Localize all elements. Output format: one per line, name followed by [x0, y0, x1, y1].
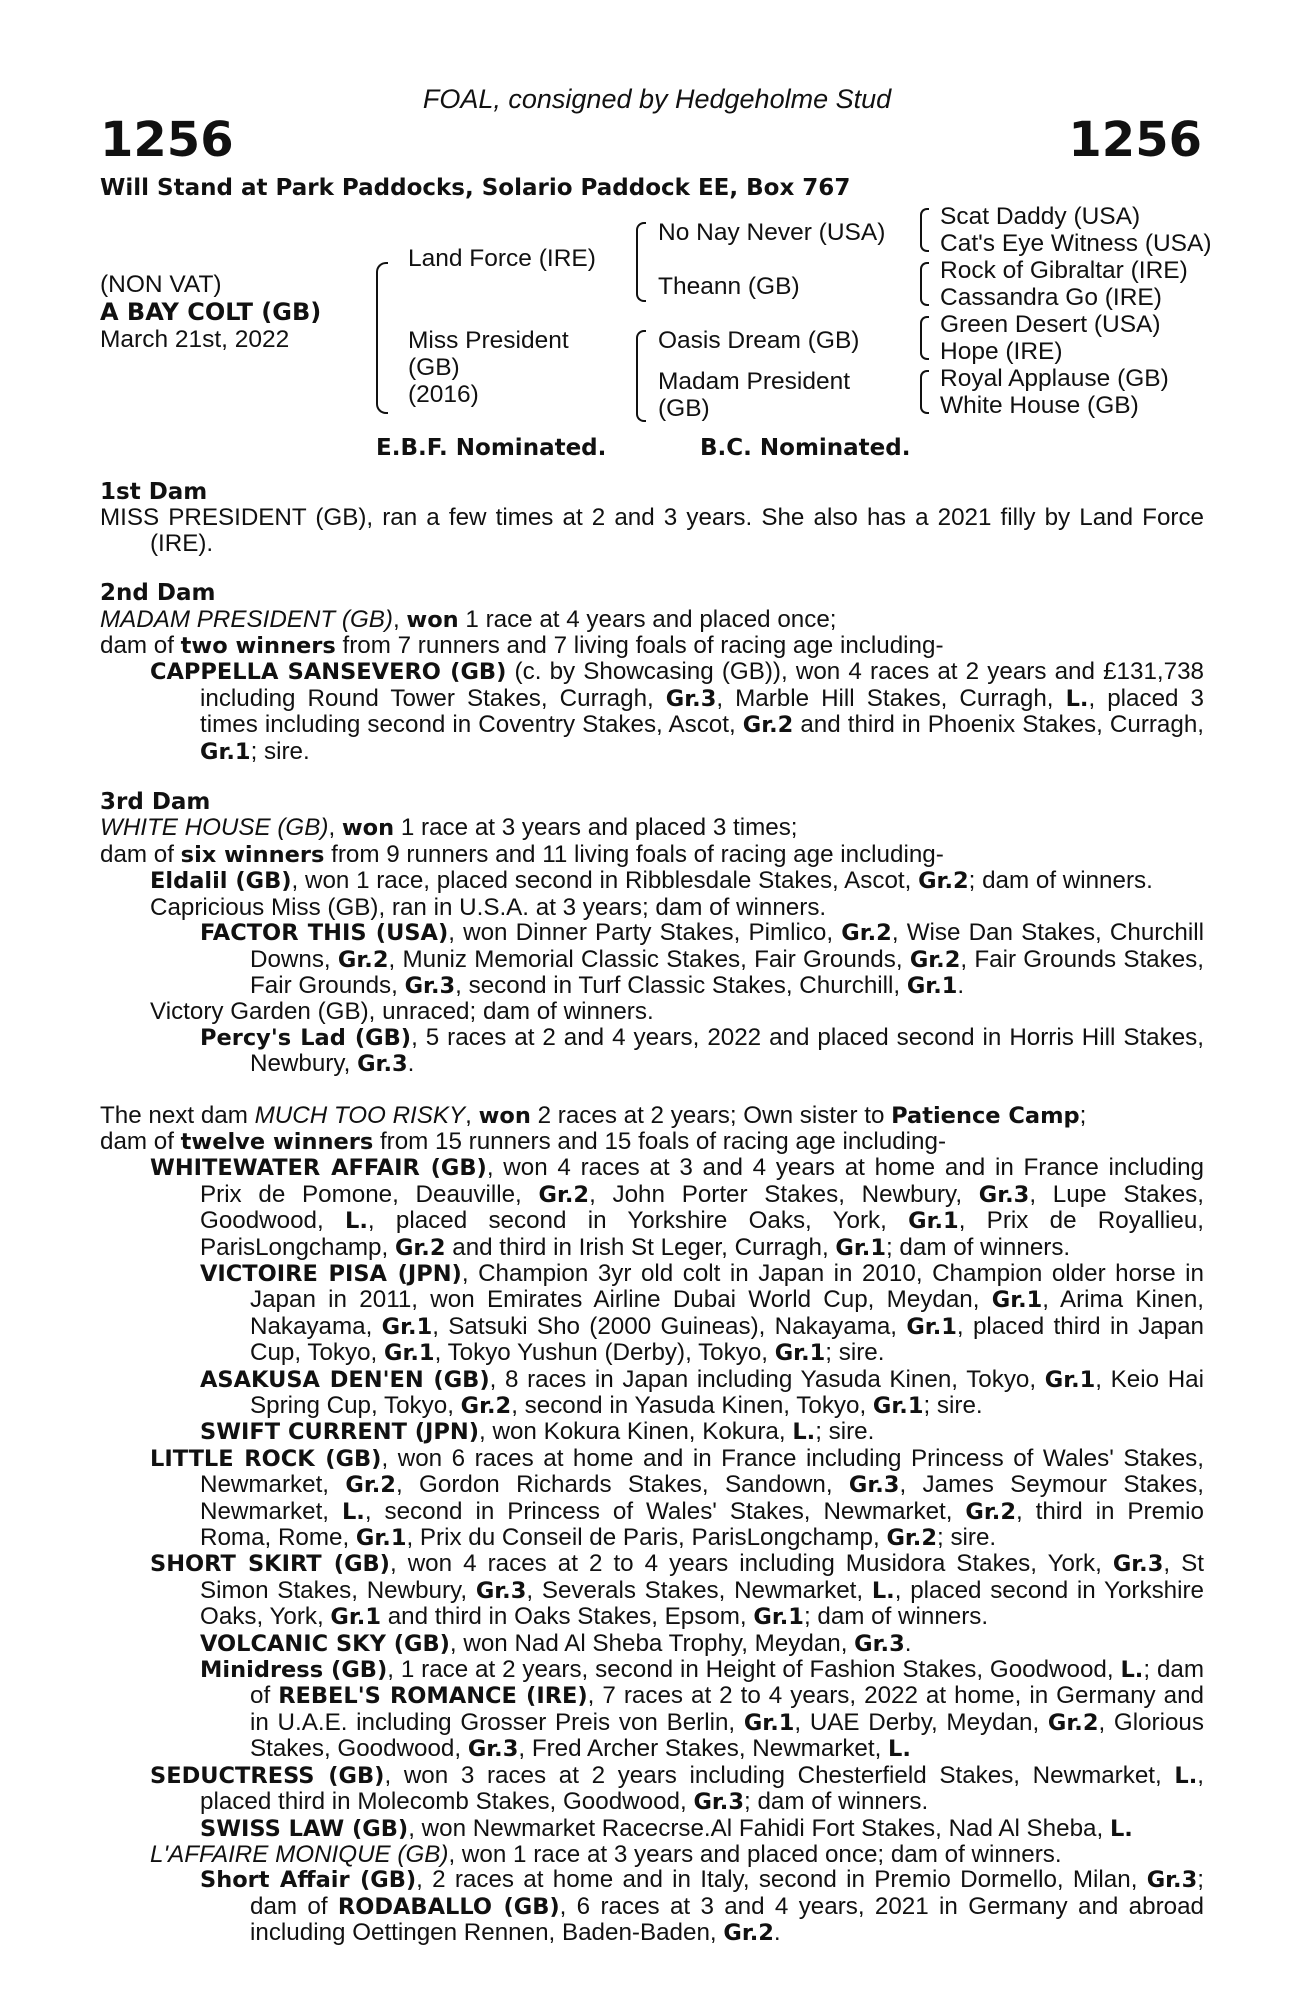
lot-number-left: 1256: [100, 112, 234, 168]
list-item: SEDUCTRESS (GB), won 3 races at 2 years including Chesterfield Stakes, Newmarket, L., placed third in Molecomb Stakes, Goodwood, Gr.3; dam of winners.: [150, 1761, 1204, 1816]
consignor-line: FOAL, consigned by Hedgeholme Stud: [422, 84, 892, 114]
list-item: Victory Garden (GB), unraced; dam of winners.: [150, 998, 654, 1026]
next-dam-produce: dam of twelve winners from 15 runners and 15 foals of racing age including-: [100, 1127, 947, 1155]
third-dam-heading: 3rd Dam: [100, 789, 211, 816]
pedigree-g3-4: Cassandra Go (IRE): [940, 284, 1162, 311]
first-dam-heading: 1st Dam: [100, 479, 208, 505]
pedigree-g3-3: Rock of Gibraltar (IRE): [940, 257, 1188, 284]
list-item: FACTOR THIS (USA), won Dinner Party Stakes, Pimlico, Gr.2, Wise Dan Stakes, Churchill Downs, Gr.2, Muniz Memorial Classic Stakes, Fair Grounds, Gr.2, Fair Grounds Stakes, Fair Grounds, Gr.3, second in Turf Classic Stakes, Churchill, Gr.1.: [200, 919, 1205, 999]
list-item: LITTLE ROCK (GB), won 6 races at home and in France including Princess of Wales' Stakes, Newmarket, Gr.2, Gordon Richards Stakes, Sandown, Gr.3, James Seymour Stakes, Newmarket, L., second in Princess of Wales' Stakes, Newmarket, Gr.2, third in Premio Roma, Rome, Gr.1, Prix du Conseil de Paris, ParisLongchamp, Gr.2; sire.: [150, 1444, 1205, 1552]
pedigree-sire-dam: Theann (GB): [658, 273, 800, 300]
list-item: Capricious Miss (GB), ran in U.S.A. at 3 years; dam of winners.: [150, 893, 827, 921]
ebf-nomination: E.B.F. Nominated.: [376, 435, 607, 461]
second-dam-heading: 2nd Dam: [100, 580, 216, 607]
foaling-date: March 21st, 2022: [100, 326, 290, 353]
second-dam-record: MADAM PRESIDENT (GB), won 1 race at 4 years and placed once;: [100, 605, 837, 633]
pedigree-brace-g3-2: [920, 262, 929, 306]
list-item: VICTOIRE PISA (JPN), Champion 3yr old colt in Japan in 2010, Champion older horse in Japan in 2011, won Emirates Airline Dubai World Cup, Meydan, Gr.1, Arima Kinen, Nakayama, Gr.1, Satsuki Sho (2000 Guineas), Nakayama, Gr.1, placed third in Japan Cup, Tokyo, Gr.1, Tokyo Yushun (Derby), Tokyo, Gr.1; sire.: [200, 1259, 1204, 1367]
pedigree-g3-6: Hope (IRE): [940, 338, 1063, 365]
pedigree-g3-7: Royal Applause (GB): [940, 365, 1169, 392]
list-item: ASAKUSA DEN'EN (GB), 8 races in Japan including Yasuda Kinen, Tokyo, Gr.1, Keio Hai Spring Cup, Tokyo, Gr.2, second in Yasuda Kinen, Tokyo, Gr.1; sire.: [200, 1365, 1204, 1419]
pedigree-g3-5: Green Desert (USA): [940, 311, 1161, 338]
horse-name: A BAY COLT (GB): [100, 298, 322, 326]
pedigree-dam-sire: Oasis Dream (GB): [658, 327, 860, 354]
second-dam-produce: dam of two winners from 7 runners and 7 living foals of racing age including-: [100, 632, 944, 660]
pedigree-dam: Miss President (GB) (2016): [408, 327, 569, 408]
third-dam-produce: dam of six winners from 9 runners and 11 living foals of racing age including-: [100, 840, 944, 868]
pedigree-brace-g3-1: [920, 208, 929, 252]
list-item: CAPPELLA SANSEVERO (GB) (c. by Showcasing (GB)), won 4 races at 2 years and £131,738 including Round Tower Stakes, Curragh, Gr.3, Marble Hill Stakes, Curragh, L., placed 3 times including second in Coventry Stakes, Ascot, Gr.2 and third in Phoenix Stakes, Curragh, Gr.1; sire.: [150, 658, 1205, 765]
list-item: SWIFT CURRENT (JPN), won Kokura Kinen, Kokura, L.; sire.: [200, 1418, 875, 1446]
lot-number-right: 1256: [1068, 112, 1202, 168]
pedigree-g3-2: Cat's Eye Witness (USA): [940, 230, 1212, 257]
third-dam-record: WHITE HOUSE (GB), won 1 race at 3 years and placed 3 times;: [100, 814, 798, 842]
pedigree-brace-gen1: [376, 262, 388, 414]
next-dam-record: The next dam MUCH TOO RISKY, won 2 races at 2 years; Own sister to Patience Camp;: [100, 1101, 1087, 1129]
pedigree-sire-sire: No Nay Never (USA): [658, 219, 886, 246]
list-item: SWISS LAW (GB), won Newmarket Racecrse.Al Fahidi Fort Stakes, Nad Al Sheba, L.: [200, 1814, 1133, 1842]
pedigree-g3-1: Scat Daddy (USA): [940, 203, 1141, 230]
list-item: Eldalil (GB), won 1 race, placed second in Ribblesdale Stakes, Ascot, Gr.2; dam of winners.: [150, 867, 1153, 895]
vat-status: (NON VAT): [100, 271, 222, 298]
pedigree-brace-g3-4: [920, 370, 929, 414]
stand-location: Will Stand at Park Paddocks, Solario Paddock EE, Box 767: [100, 175, 851, 201]
pedigree-brace-g3-3: [920, 316, 929, 360]
list-item: Short Affair (GB), 2 races at home and in Italy, second in Premio Dormello, Milan, Gr.3; dam of RODABALLO (GB), 6 races at 3 and 4 years, 2021 in Germany and abroad including Oettingen Rennen, Baden-Baden, Gr.2.: [200, 1866, 1204, 1947]
list-item: SHORT SKIRT (GB), won 4 races at 2 to 4 years including Musidora Stakes, York, Gr.3, St Simon Stakes, Newbury, Gr.3, Severals Stakes, Newmarket, L., placed second in Yorkshire Oaks, York, Gr.1 and third in Oaks Stakes, Epsom, Gr.1; dam of winners.: [150, 1550, 1204, 1631]
list-item: VOLCANIC SKY (GB), won Nad Al Sheba Trophy, Meydan, Gr.3.: [200, 1629, 912, 1657]
list-item: Percy's Lad (GB), 5 races at 2 and 4 years, 2022 and placed second in Horris Hill Stakes, Newbury, Gr.3.: [200, 1023, 1204, 1078]
first-dam-text: MISS PRESIDENT (GB), ran a few times at 2 and 3 years. She also has a 2021 filly by Land Force (IRE).: [100, 504, 1204, 557]
list-item: L'AFFAIRE MONIQUE (GB), won 1 race at 3 years and placed once; dam of winners.: [150, 1840, 1062, 1868]
bc-nomination: B.C. Nominated.: [700, 435, 911, 461]
pedigree-brace-dam: [636, 330, 646, 422]
list-item: Minidress (GB), 1 race at 2 years, second in Height of Fashion Stakes, Goodwood, L.; dam of REBEL'S ROMANCE (IRE), 7 races at 2 to 4 years, 2022 at home, in Germany and in U.A.E. including Grosser Preis von Berlin, Gr.1, UAE Derby, Meydan, Gr.2, Glorious Stakes, Goodwood, Gr.3, Fred Archer Stakes, Newmarket, L.: [200, 1656, 1204, 1763]
pedigree-g3-8: White House (GB): [940, 392, 1139, 419]
list-item: WHITEWATER AFFAIR (GB), won 4 races at 3 and 4 years at home and in France including Prix de Pomone, Deauville, Gr.2, John Porter Stakes, Newbury, Gr.3, Lupe Stakes, Goodwood, L., placed second in Yorkshire Oaks, York, Gr.1, Prix de Royallieu, ParisLongchamp, Gr.2 and third in Irish St Leger, Curragh, Gr.1; dam of winners.: [150, 1154, 1205, 1261]
pedigree-dam-dam: Madam President (GB): [658, 368, 851, 422]
pedigree-sire: Land Force (IRE): [408, 245, 596, 272]
pedigree-brace-sire: [636, 222, 646, 302]
catalogue-body: [100, 480, 1204, 1947]
